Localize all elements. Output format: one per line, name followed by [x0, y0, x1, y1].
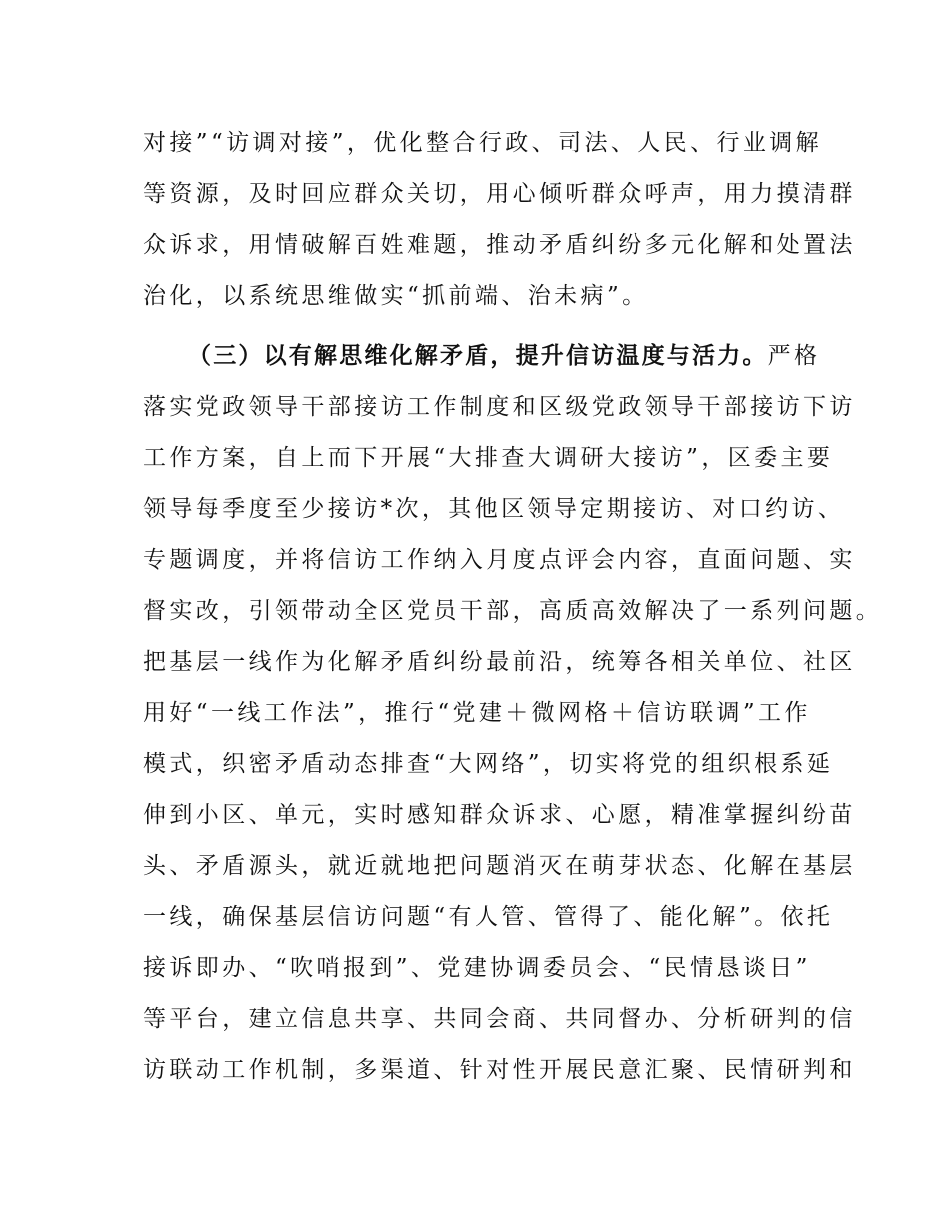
text-line: 伸到小区、单元，实时感知群众诉求、心愿，精准掌握纠纷苗: [143, 802, 856, 828]
text-line: 落实党政领导干部接访工作制度和区级党政领导干部接访下访: [143, 394, 856, 420]
text-line: 工作方案，自上而下开展“大排查大调研大接访”，区委主要: [143, 445, 834, 471]
text-line: 治化，以系统思维做实“抓前端、治未病”。: [143, 283, 649, 309]
text-line: [188, 341, 828, 371]
text-line: 众诉求，用情破解百姓难题，推动矛盾纠纷多元化解和处置法: [143, 232, 856, 258]
text-line-rest: 严格: [767, 343, 821, 369]
text-line: 头、矛盾源头，就近就地把问题消灭在萌芽状态、化解在基层: [143, 853, 856, 879]
text-line: 专题调度，并将信访工作纳入月度点评会内容，直面问题、实: [143, 547, 856, 573]
text-line: 一线，确保基层信访问题“有人管、管得了、能化解”。依托: [143, 904, 834, 930]
text-line: 等平台，建立信息共享、共同会商、共同督办、分析研判的信: [143, 1006, 856, 1032]
text-line: 对接”“访调对接”，优化整合行政、司法、人民、行业调解: [143, 130, 823, 156]
text-line: 领导每季度至少接访*次，其他区领导定期接访、对口约访、: [143, 496, 845, 522]
text-line: 模式，织密矛盾动态排查“大网络”，切实将党的组织根系延: [143, 751, 834, 777]
text-line: 接诉即办、“吹哨报到”、党建协调委员会、“民情恳谈日”: [143, 955, 811, 981]
text-line: 督实改，引领带动全区党员干部，高质高效解决了一系列问题。: [143, 598, 883, 624]
text-line: 把基层一线作为化解矛盾纠纷最前沿，统筹各相关单位、社区: [143, 649, 856, 675]
text-line: 用好“一线工作法”，推行“党建＋微网格＋信访联调”工作: [143, 700, 811, 726]
text-line: 访联动工作机制，多渠道、针对性开展民意汇聚、民情研判和: [143, 1057, 856, 1083]
text-line: 等资源，及时回应群众关切，用心倾听群众呼声，用力摸清群: [143, 181, 856, 207]
section-heading: （三）以有解思维化解矛盾，提升信访温度与活力。: [188, 343, 768, 369]
